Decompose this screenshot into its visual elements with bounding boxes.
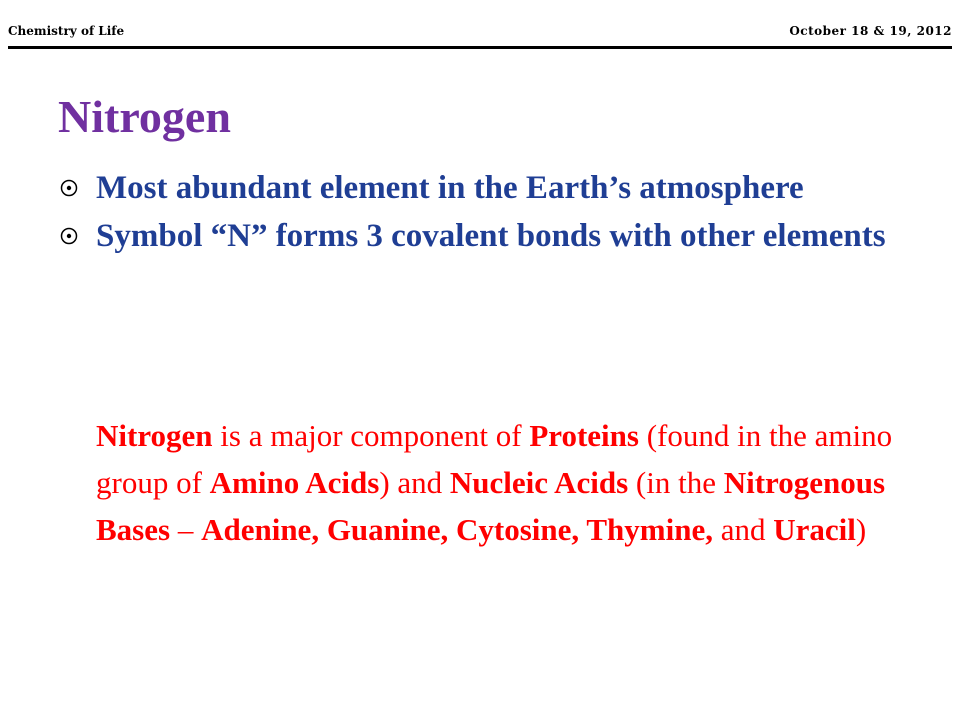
paragraph-text: ) and (379, 465, 450, 500)
paragraph-text: is a major component of (212, 418, 530, 453)
term-proteins: Proteins (529, 418, 639, 453)
term-bases-list: Adenine, Guanine, Cytosine, Thymine, (201, 512, 713, 547)
term-uracil: Uracil (773, 512, 856, 547)
bullet-item (60, 164, 920, 212)
term-nitrogenous-bases: Nitrogenous Bases (96, 465, 886, 547)
paragraph-text: and (712, 512, 774, 547)
nitrogen-paragraph (96, 412, 906, 553)
paragraph-text: ) (855, 512, 867, 547)
circled-dot-icon (60, 227, 78, 245)
header-date: October 18 & 19, 2012 (789, 24, 952, 38)
bullet-list (60, 164, 920, 260)
paragraph-text: – (170, 512, 202, 547)
slide-title: Nitrogen (58, 91, 231, 142)
paragraph-text: (found in the amino group of (96, 418, 893, 500)
bullet-text: Symbol “N” forms 3 covalent bonds with other elements (96, 218, 886, 254)
paragraph-text: (in the (628, 465, 724, 500)
term-amino-acids: Amino Acids (209, 465, 380, 500)
bullet-item (60, 212, 920, 260)
bullet-text: Most abundant element in the Earth’s atmosphere (96, 170, 804, 206)
term-nitrogen: Nitrogen (96, 418, 213, 453)
circled-dot-icon (60, 179, 78, 197)
slide-header (8, 24, 952, 49)
header-course-title: Chemistry of Life (8, 24, 125, 38)
term-nucleic-acids: Nucleic Acids (449, 465, 629, 500)
